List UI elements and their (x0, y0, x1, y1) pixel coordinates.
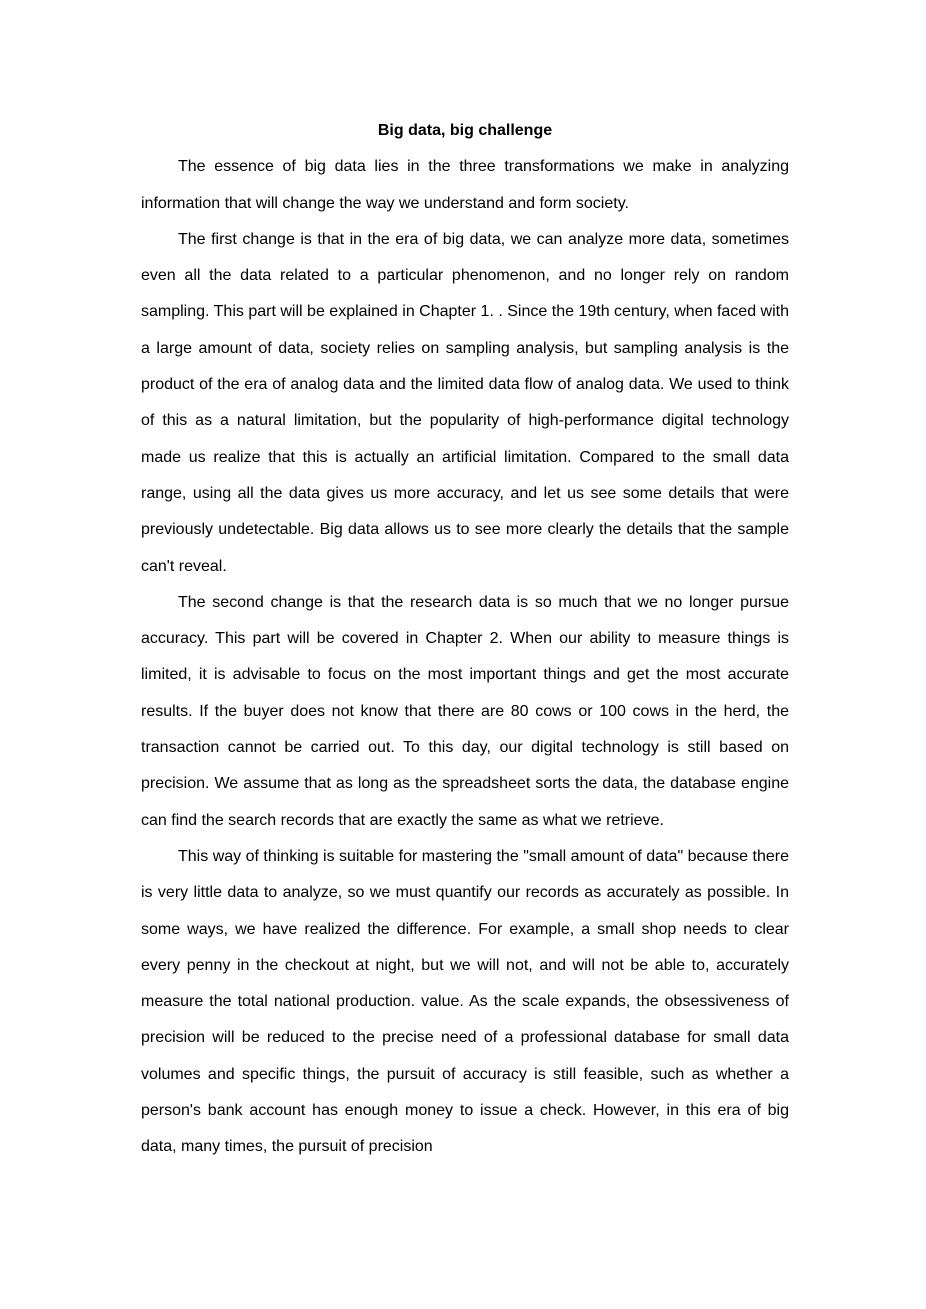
document-page (141, 113, 789, 1166)
paragraph-2: The first change is that in the era of big data, we can analyze more data, sometimes even all the data related to a particular phenomenon, and no longer rely on random sampling. This part will be explained in Chapter 1. . Since the 19th century, when faced with a large amount of data, society relies on sampling analysis, but sampling analysis is the product of the era of analog data and the limited data flow of analog data. We used to think of this as a natural limitation, but the popularity of high-performance digital technology made us realize that this is actually an artificial limitation. Compared to the small data range, using all the data gives us more accuracy, and let us see some details that were previously undetectable. Big data allows us to see more clearly the details that the sample can't reveal. (141, 230, 789, 575)
document-title: Big data, big challenge (377, 122, 553, 139)
paragraph-4: This way of thinking is suitable for mastering the "small amount of data" because there is very little data to analyze, so we must quantify our records as accurately as possible. In some ways, we have realized the difference. For example, a small shop needs to clear every penny in the checkout at night, but we will not, and will not be able to, accurately measure the total national production. value. As the scale expands, the obsessiveness of precision will be reduced to the precise need of a professional database for small data volumes and specific things, the pursuit of accuracy is still feasible, such as whether a person's bank account has enough money to issue a check. However, in this era of big data, many times, the pursuit of precision (141, 847, 789, 1156)
paragraph-3: The second change is that the research data is so much that we no longer pursue accuracy. This part will be covered in Chapter 2. When our ability to measure things is limited, it is advisable to focus on the most important things and get the most accurate results. If the buyer does not know that there are 80 cows or 100 cows in the herd, the transaction cannot be carried out. To this day, our digital technology is still based on precision. We assume that as long as the spreadsheet sorts the data, the database engine can find the search records that are exactly the same as what we retrieve. (141, 593, 789, 829)
paragraph-1: The essence of big data lies in the three transformations we make in analyzing information that will change the way we understand and form society. (141, 158, 789, 212)
